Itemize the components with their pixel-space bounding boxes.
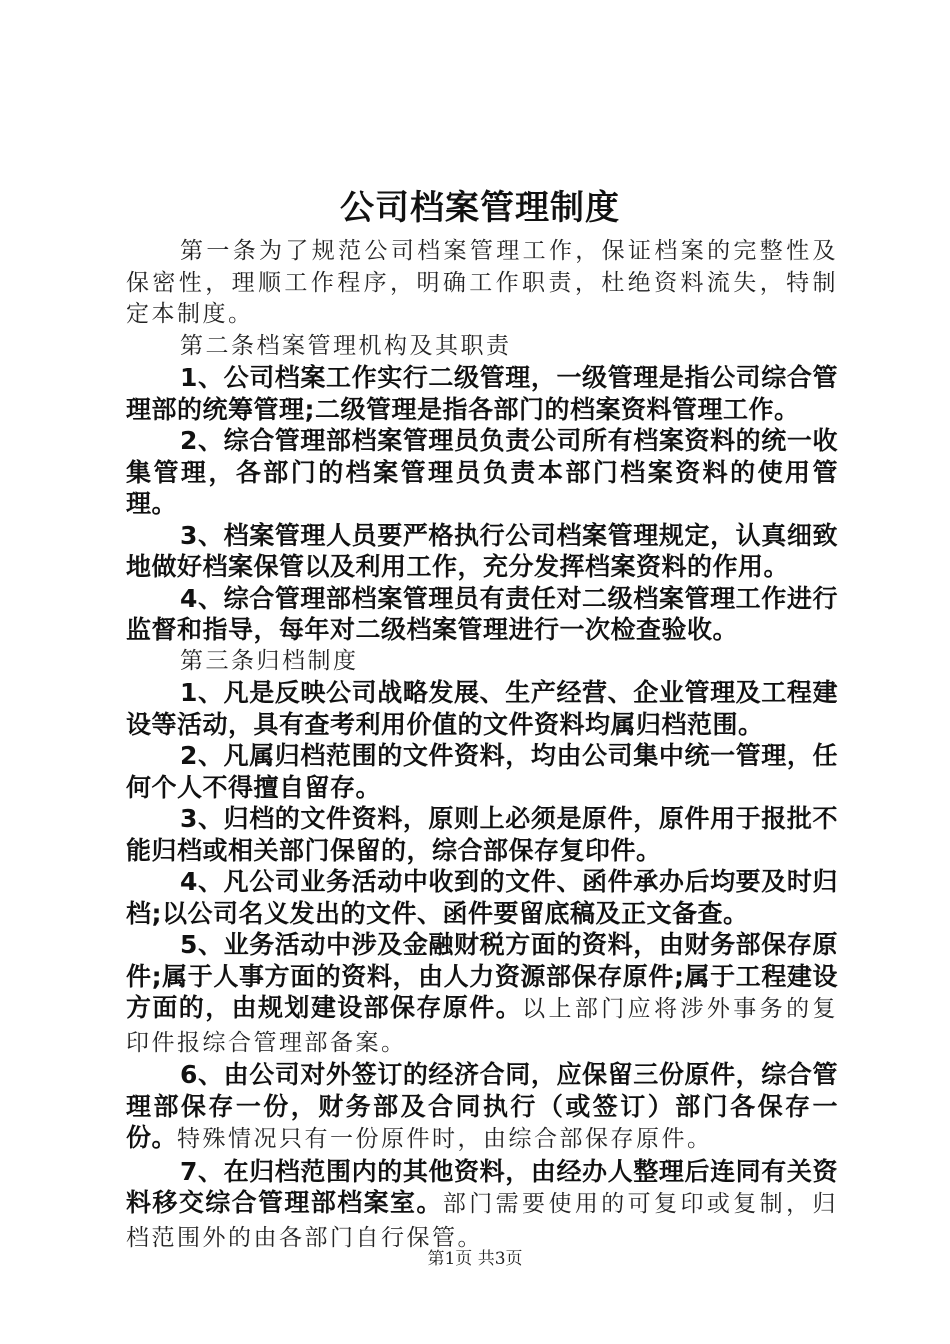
item-5-main: 5、业务活动中涉及金融财税方面的资料，由财务部保存原件;属于人事方面的资料，由人力资源部保存原件;属于工程建设方面的，由规划建设部保存原件。	[126, 930, 838, 1022]
article-2-item-4: 4、综合管理部档案管理员有责任对二级档案管理工作进行监督和指导，每年对二级档案管理进行一次检查验收。	[126, 583, 838, 644]
item-7-main: 7、在归档范围内的其他资料，由经办人整理后连同有关资料移交综合管理部档案室。	[126, 1156, 838, 1217]
article-3-heading: 第三条归档制度	[180, 647, 359, 674]
article-2-item-3: 3、档案管理人员要严格执行公司档案管理规定，认真细致地做好档案保管以及利用工作，充分发挥档案资料的作用。	[126, 520, 838, 581]
article-2-item-2: 2、综合管理部档案管理员负责公司所有档案资料的统一收集管理，各部门的档案管理员负责本部门档案资料的使用管理。	[126, 426, 838, 518]
article-1: 第一条为了规范公司档案管理工作，保证档案的完整性及保密性，理顺工作程序，明确工作职责，杜绝资料流失，特制定本制度。	[126, 238, 838, 327]
article-3-item-4: 4、凡公司业务活动中收到的文件、函件承办后均要及时归档;以公司名义发出的文件、函件要留底稿及正文备查。	[126, 867, 838, 928]
article-3-item-7	[126, 1156, 838, 1255]
article-3-item-1: 1、凡是反映公司战略发展、生产经营、企业管理及工程建设等活动，具有查考利用价值的文件资料均属归档范围。	[126, 678, 838, 739]
document-title: 公司档案管理制度	[340, 188, 620, 228]
article-3-item-5	[126, 929, 838, 1059]
article-2-heading: 第二条档案管理机构及其职责	[180, 332, 512, 359]
article-2-item-1: 1、公司档案工作实行二级管理，一级管理是指公司综合管理部的统筹管理;二级管理是指各部门的档案资料管理工作。	[126, 363, 838, 424]
item-7-extra: 部门需要使用的可复印或复制，归档范围外的由各部门自行保管。	[126, 1191, 838, 1251]
item-6-main: 6、由公司对外签订的经济合同，应保留三份原件，综合管理部保存一份，财务部及合同执行（或签订）部门各保存一份。	[126, 1060, 838, 1152]
article-3-item-3: 3、归档的文件资料，原则上必须是原件，原件用于报批不能归档或相关部门保留的，综合部保存复印件。	[126, 804, 838, 865]
item-5-extra: 以上部门应将涉外事务的复印件报综合管理部备案。	[126, 996, 838, 1056]
article-3-item-6	[126, 1059, 838, 1156]
page-footer: 第1页 共3页	[427, 1249, 523, 1269]
document-body	[126, 236, 838, 1254]
item-6-extra: 特殊情况只有一份原件时，由综合部保存原件。	[177, 1126, 713, 1152]
article-3-item-2: 2、凡属归档范围的文件资料，均由公司集中统一管理，任何个人不得擅自留存。	[126, 741, 838, 802]
